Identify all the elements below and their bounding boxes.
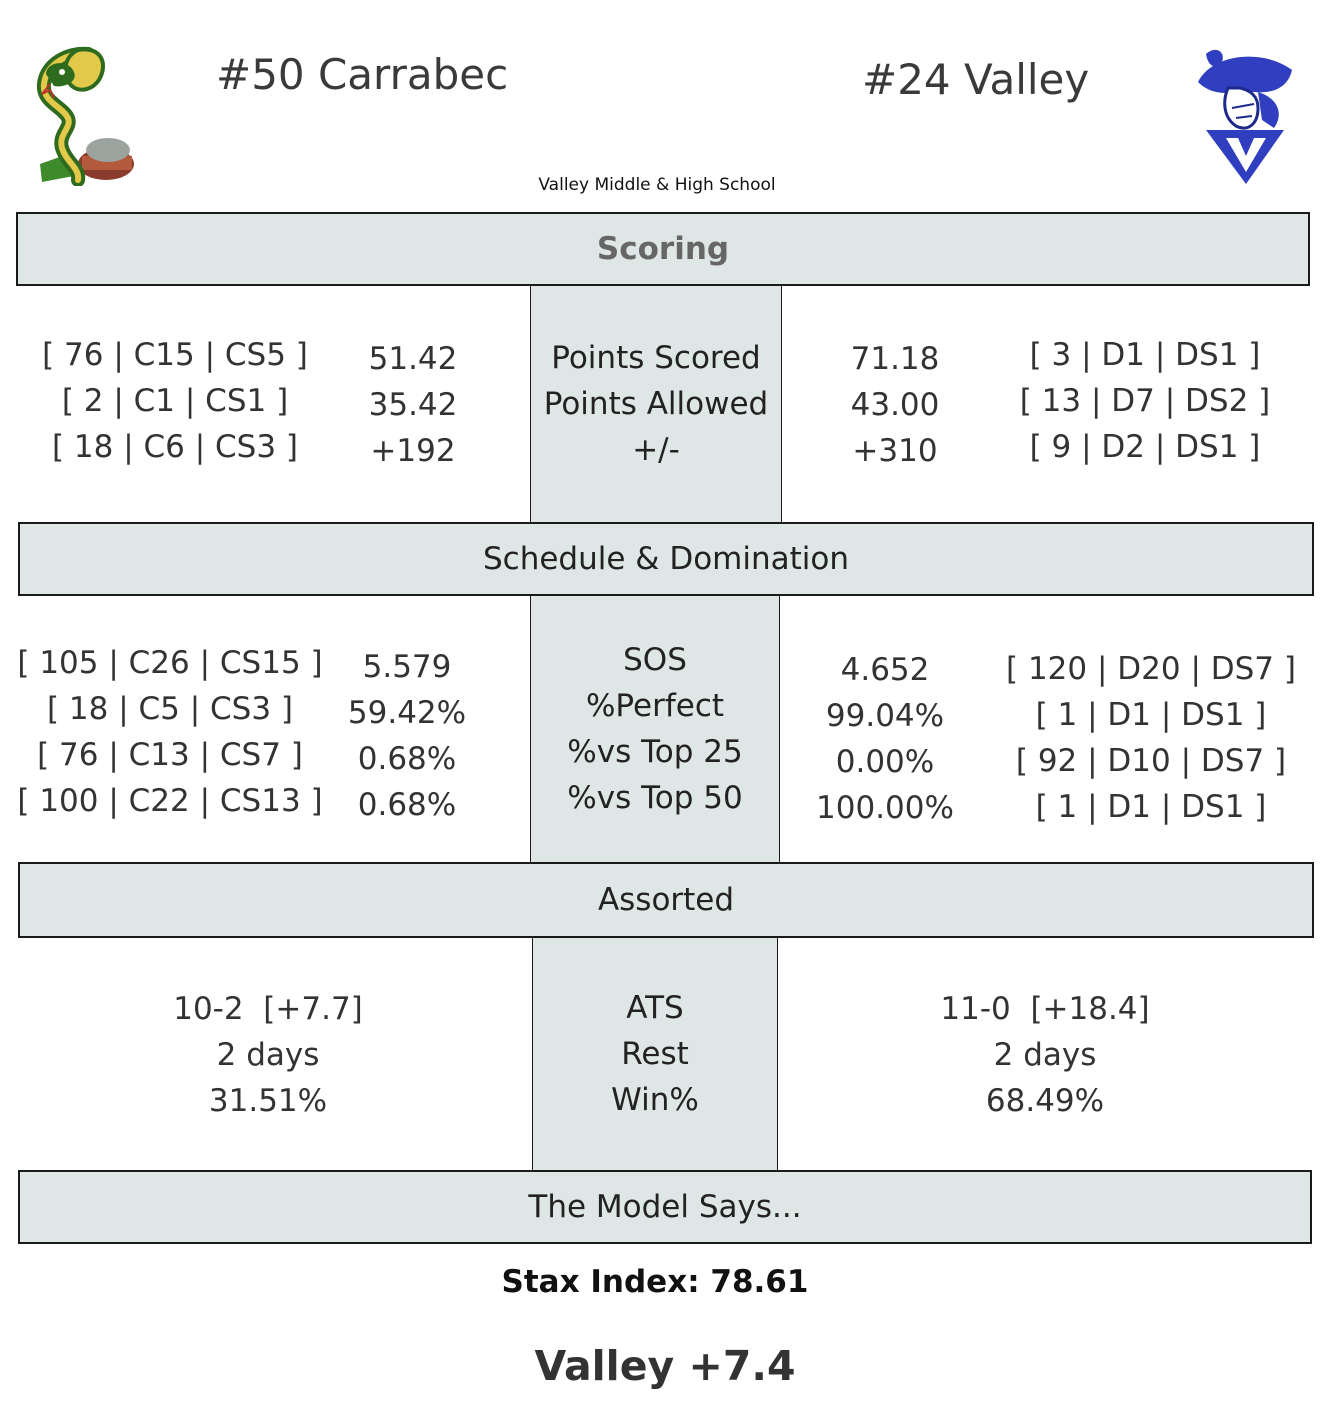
away-value-sos: 5.579	[362, 649, 452, 685]
away-value-win-pct: 31.51%	[208, 1083, 328, 1119]
assorted-home-values	[895, 986, 1195, 1124]
away-value-points-scored: 51.42	[368, 341, 458, 377]
schedule-away-ranks	[17, 640, 323, 824]
home-value-vs-top-25: 0.00%	[835, 744, 935, 780]
scoring-away-ranks	[30, 332, 320, 470]
away-rank-vs-top-25: [ 76 | C13 | CS7 ]	[37, 737, 303, 773]
away-value-points-allowed: 35.42	[368, 387, 458, 423]
schedule-away-values	[326, 644, 488, 828]
label-vs-top-50: %vs Top 50	[567, 780, 743, 816]
away-team-name: #50 Carrabec	[216, 50, 509, 99]
away-rank-points-allowed: [ 2 | C1 | CS1 ]	[61, 383, 289, 419]
scoring-home-values	[810, 336, 980, 474]
home-value-rest: 2 days	[993, 1037, 1097, 1073]
model-band	[18, 1170, 1312, 1244]
home-team-name: #24 Valley	[862, 55, 1090, 104]
stax-index: Stax Index: 78.61	[501, 1264, 809, 1300]
assorted-band	[18, 862, 1314, 938]
home-rank-plus-minus: [ 9 | D2 | DS1 ]	[1029, 429, 1261, 465]
label-vs-top-25: %vs Top 25	[567, 734, 743, 770]
model-verdict: Valley +7.4	[534, 1342, 796, 1390]
label-ats: ATS	[626, 990, 684, 1026]
venue-label: Valley Middle & High School	[538, 175, 776, 195]
cobra-logo	[28, 44, 138, 186]
home-value-points-allowed: 43.00	[850, 387, 940, 423]
away-value-vs-top-25: 0.68%	[357, 741, 457, 777]
home-value-perfect: 99.04%	[825, 698, 945, 734]
label-plus-minus: +/-	[632, 432, 680, 468]
home-value-win-pct: 68.49%	[985, 1083, 1105, 1119]
home-value-sos: 4.652	[840, 652, 930, 688]
home-value-vs-top-50: 100.00%	[816, 790, 954, 826]
away-value-plus-minus: +192	[370, 433, 456, 469]
away-rank-plus-minus: [ 18 | C6 | CS3 ]	[51, 429, 299, 465]
away-value-perfect: 59.42%	[347, 695, 467, 731]
away-rank-sos: [ 105 | C26 | CS15 ]	[17, 645, 323, 681]
schedule-title: Schedule & Domination	[482, 541, 849, 577]
assorted-title: Assorted	[597, 882, 735, 918]
scoring-home-ranks	[1010, 332, 1280, 470]
scoring-labels	[530, 286, 782, 522]
assorted-labels	[532, 938, 778, 1170]
away-rank-points-scored: [ 76 | C15 | CS5 ]	[42, 337, 308, 373]
home-rank-points-scored: [ 3 | D1 | DS1 ]	[1029, 337, 1261, 373]
schedule-home-ranks	[1006, 646, 1296, 830]
label-sos: SOS	[623, 642, 687, 678]
label-perfect: %Perfect	[585, 688, 725, 724]
away-rank-perfect: [ 18 | C5 | CS3 ]	[46, 691, 294, 727]
schedule-band	[18, 522, 1314, 596]
home-rank-perfect: [ 1 | D1 | DS1 ]	[1035, 697, 1267, 733]
schedule-home-values	[796, 647, 974, 831]
scoring-title: Scoring	[596, 231, 730, 267]
home-value-points-scored: 71.18	[850, 341, 940, 377]
label-points-allowed: Points Allowed	[543, 386, 769, 422]
home-rank-vs-top-25: [ 92 | D10 | DS7 ]	[1015, 743, 1287, 779]
away-rank-vs-top-50: [ 100 | C22 | CS13 ]	[17, 783, 323, 819]
home-rank-sos: [ 120 | D20 | DS7 ]	[1006, 651, 1296, 687]
label-rest: Rest	[621, 1036, 689, 1072]
home-rank-vs-top-50: [ 1 | D1 | DS1 ]	[1035, 789, 1267, 825]
label-points-scored: Points Scored	[551, 340, 761, 376]
scoring-away-values	[330, 336, 496, 474]
away-value-rest: 2 days	[216, 1037, 320, 1073]
away-value-ats: 10-2 [+7.7]	[173, 991, 363, 1027]
model-title: The Model Says...	[528, 1189, 802, 1225]
home-rank-points-allowed: [ 13 | D7 | DS2 ]	[1019, 383, 1271, 419]
home-value-ats: 11-0 [+18.4]	[940, 991, 1150, 1027]
scoring-band	[16, 212, 1310, 286]
label-win-pct: Win%	[611, 1082, 699, 1118]
schedule-labels	[530, 596, 780, 862]
home-value-plus-minus: +310	[852, 433, 938, 469]
assorted-away-values	[118, 986, 418, 1124]
cavalier-logo	[1192, 48, 1298, 186]
away-value-vs-top-50: 0.68%	[357, 787, 457, 823]
